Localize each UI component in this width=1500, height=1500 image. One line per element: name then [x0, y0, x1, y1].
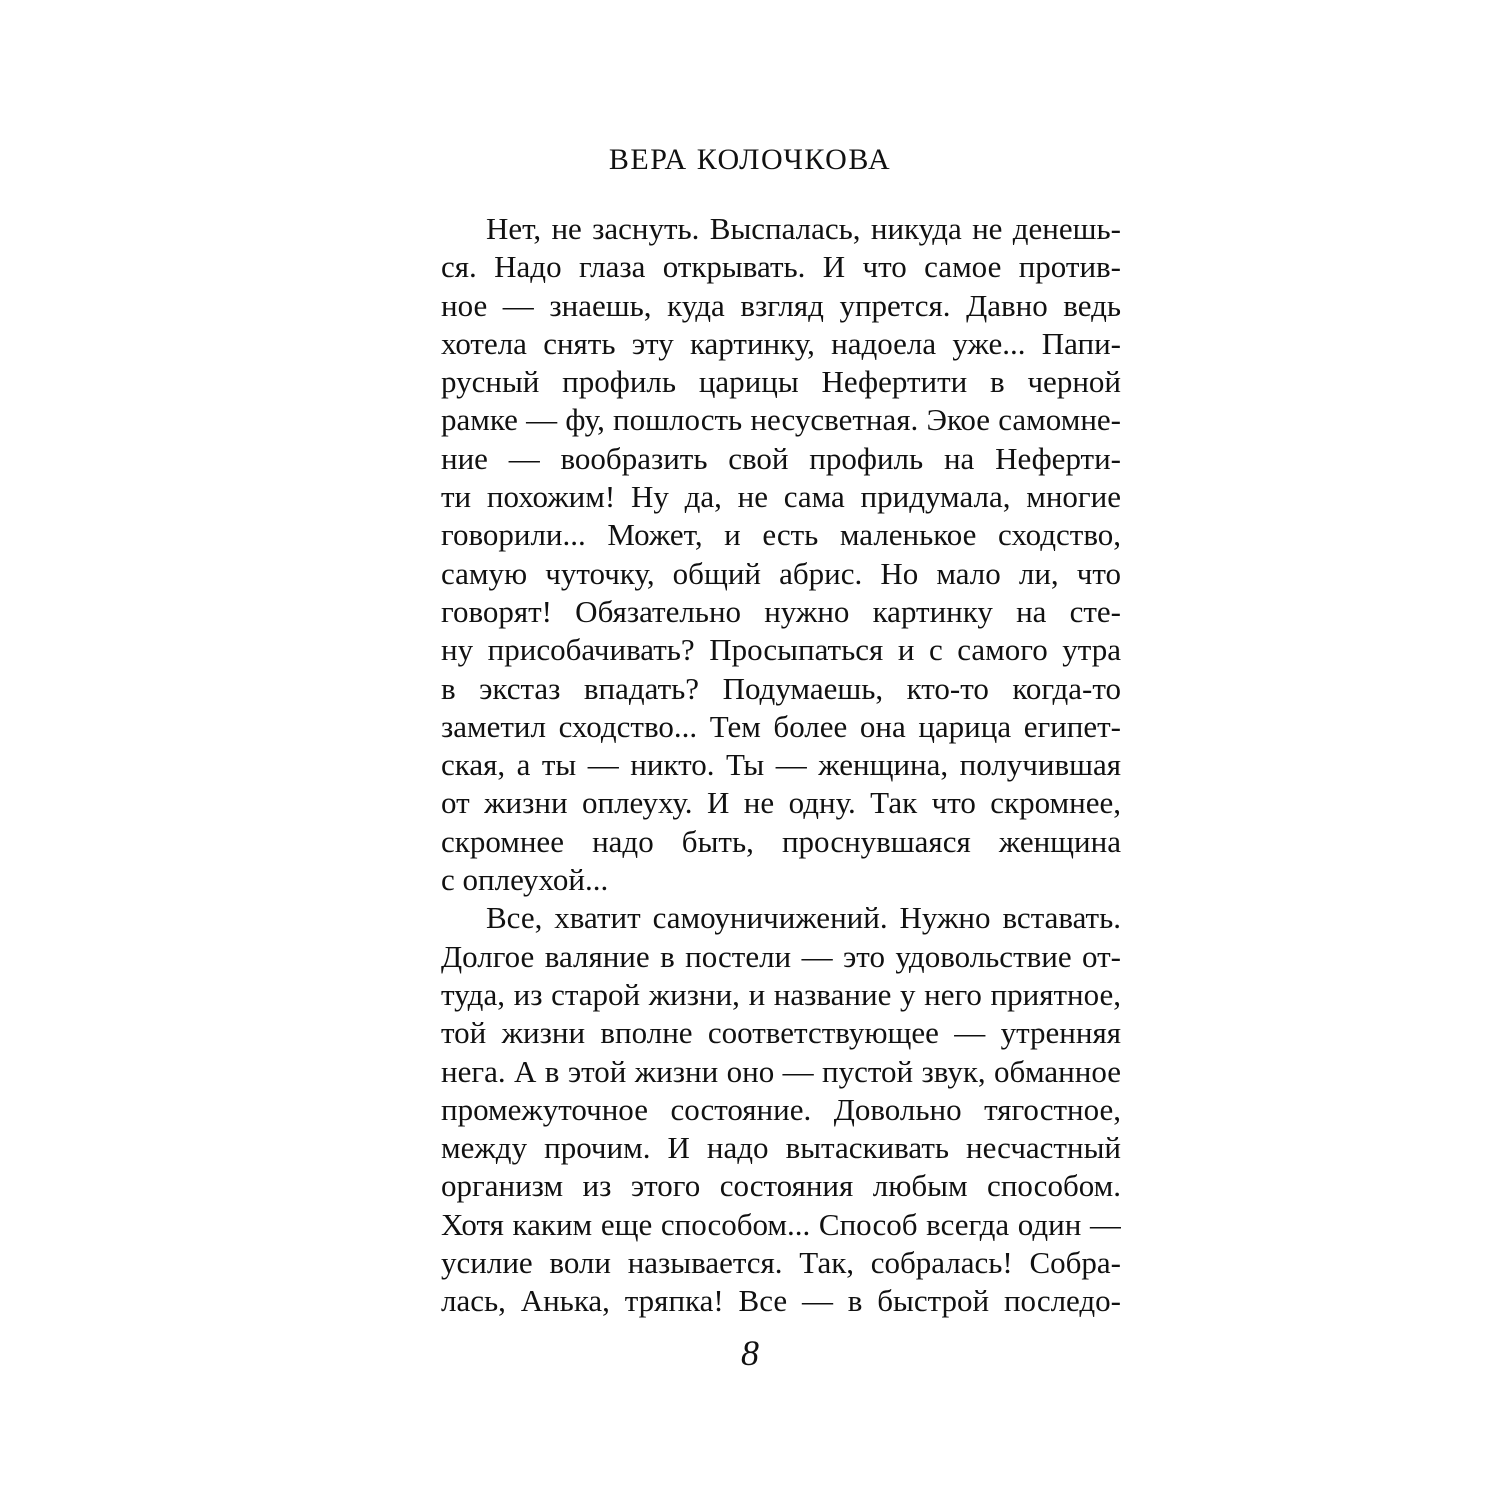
text-line: самую чуточку, общий абрис. Но мало ли, что	[441, 555, 1121, 591]
text-line: ти похожим! Ну да, не сама придумала, многие	[441, 479, 1121, 515]
text-line: Хотя каким еще способом... Способ всегда один —	[441, 1206, 1121, 1242]
text-line: скромнее надо быть, проснувшаяся женщина	[441, 823, 1121, 859]
text-line: ся. Надо глаза открывать. И что самое против-	[441, 249, 1121, 285]
text-line: усилие воли называется. Так, собралась! Собра-	[441, 1245, 1121, 1281]
text-line: ное — знаешь, куда взгляд упрется. Давно ведь	[441, 287, 1121, 323]
text-line: ская, а ты — никто. Ты — женщина, получившая	[441, 747, 1121, 783]
body-text	[441, 210, 1121, 1321]
text-line: от жизни оплеуху. И не одну. Так что скромнее,	[441, 785, 1121, 821]
text-line: организм из этого состояния любым способом.	[441, 1168, 1121, 1204]
text-line: между прочим. И надо вытаскивать несчастный	[441, 1130, 1121, 1166]
text-line: говорят! Обязательно нужно картинку на сте-	[441, 593, 1121, 629]
page-number: 8	[741, 1333, 759, 1373]
text-line: Нет, не заснуть. Выспалась, никуда не денешь-	[486, 211, 1121, 246]
text-line: той жизни вполне соответствующее — утренняя	[441, 1015, 1121, 1051]
text-line: русный профиль царицы Нефертити в черной	[441, 364, 1121, 400]
text-line: Все, хватит самоуничижений. Нужно вставать.	[486, 900, 1121, 936]
text-line: заметил сходство... Тем более она царица египет-	[441, 708, 1121, 744]
text-line: Долгое валяние в постели — это удовольствие от-	[441, 938, 1121, 974]
text-line: ну присобачивать? Просыпаться и с самого утра	[441, 632, 1121, 668]
text-line: туда, из старой жизни, и название у него приятное,	[441, 976, 1121, 1012]
running-head-author: ВЕРА КОЛОЧКОВА	[608, 143, 892, 176]
text-line: нега. А в этой жизни оно — пустой звук, обманное	[441, 1053, 1121, 1089]
text-line: лась, Анька, тряпка! Все — в быстрой последо-	[441, 1283, 1121, 1319]
text-line: ние — вообразить свой профиль на Неферти-	[441, 440, 1121, 476]
text-line: в экстаз впадать? Подумаешь, кто-то когда-то	[441, 670, 1121, 706]
text-line: с оплеухой...	[441, 862, 609, 898]
text-line: говорили... Может, и есть маленькое сходство,	[441, 517, 1121, 553]
text-line: рамке — фу, пошлость несусветная. Экое самомне-	[441, 402, 1121, 438]
text-line: хотела снять эту картинку, надоела уже... Папи-	[441, 325, 1121, 361]
text-line: промежуточное состояние. Довольно тягостное,	[441, 1091, 1121, 1127]
